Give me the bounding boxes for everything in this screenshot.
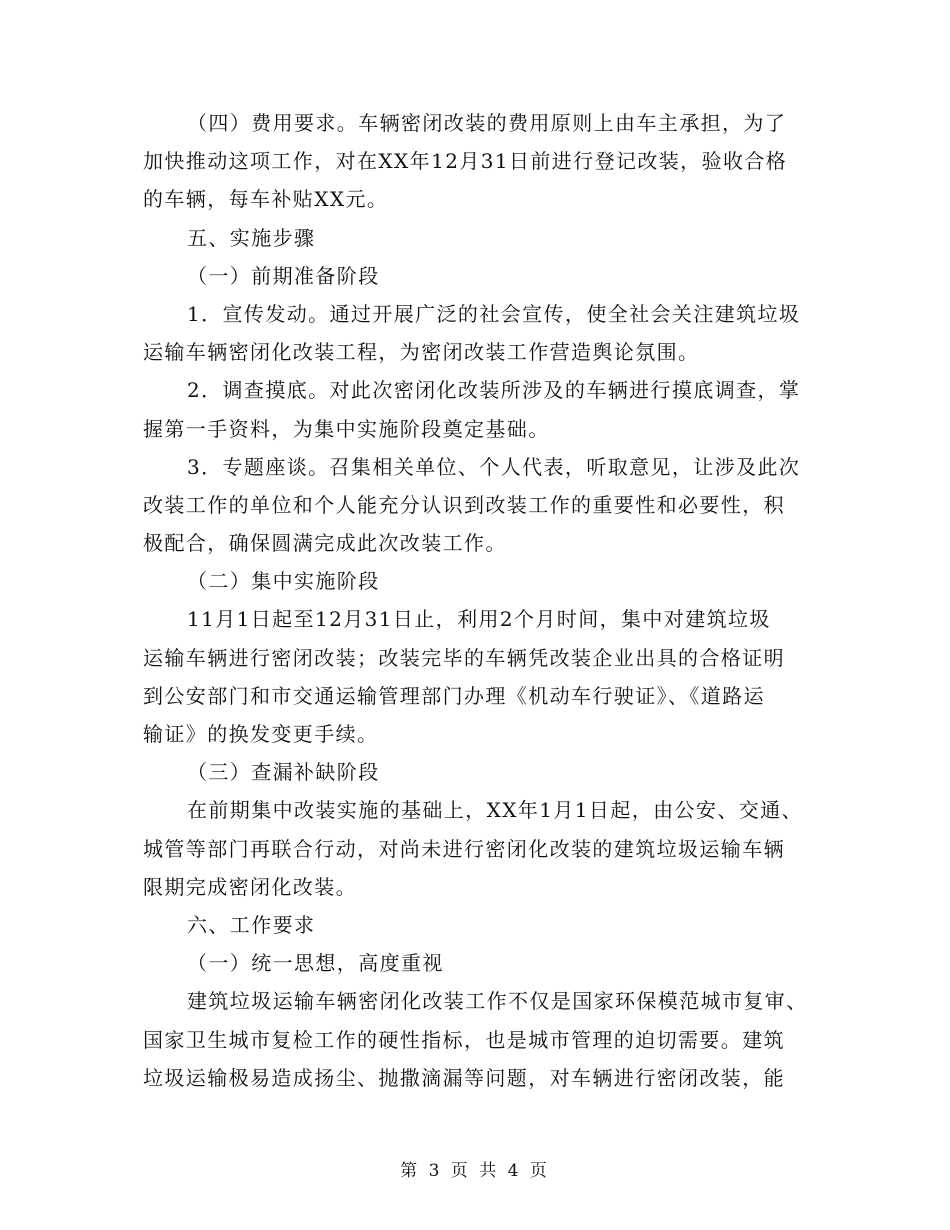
subsection-heading: （一）前期准备阶段	[187, 263, 380, 288]
text-line: 11月1日起至12月31日止，利用2个月时间，集中对建筑垃圾	[187, 607, 771, 632]
text-line: 运输车辆密闭化改装工程，为密闭改装工作营造舆论氛围。	[143, 340, 700, 365]
text-line: 限期完成密闭化改装。	[143, 874, 357, 899]
section-heading: 五、实施步骤	[187, 225, 316, 250]
text-line: 1．宣传发动。通过开展广泛的社会宣传，使全社会关注建筑垃圾	[187, 301, 801, 326]
text-line: 握第一手资料，为集中实施阶段奠定基础。	[143, 416, 550, 441]
text-line: 的车辆，每车补贴XX元。	[143, 187, 389, 212]
text-line: 建筑垃圾运输车辆密闭化改装工作不仅是国家环保模范城市复审、	[187, 989, 808, 1014]
subsection-heading: （三）查漏补缺阶段	[187, 760, 380, 785]
text-line: 垃圾运输极易造成扬尘、抛撒滴漏等问题，对车辆进行密闭改装，能	[143, 1065, 785, 1090]
subsection-heading: （二）集中实施阶段	[187, 569, 380, 594]
text-line: 国家卫生城市复检工作的硬性指标，也是城市管理的迫切需要。建筑	[143, 1027, 785, 1052]
subsection-heading: （一）统一思想，高度重视	[187, 951, 444, 976]
text-line: 加快推动这项工作，对在XX年12月31日前进行登记改装，验收合格	[143, 149, 788, 174]
text-line: 在前期集中改装实施的基础上，XX年1月1日起，由公安、交通、	[187, 798, 803, 823]
text-line: 极配合，确保圆满完成此次改装工作。	[143, 531, 507, 556]
text-line: 城管等部门再联合行动，对尚未进行密闭化改装的建筑垃圾运输车辆	[143, 836, 785, 861]
text-line: 3．专题座谈。召集相关单位、个人代表，听取意见，让涉及此次	[187, 454, 801, 479]
text-line: 到公安部门和市交通运输管理部门办理《机动车行驶证》、《道路运	[143, 683, 765, 708]
text-line: 输证》的换发变更手续。	[143, 722, 379, 746]
body-text	[143, 104, 813, 1097]
text-line: 2．调查摸底。对此次密闭化改装所涉及的车辆进行摸底调查，掌	[187, 378, 801, 403]
text-line: 改装工作的单位和个人能充分认识到改装工作的重要性和必要性，积	[143, 492, 785, 517]
page-number-footer: 第 3 页 共 4 页	[400, 1161, 550, 1181]
section-heading: 六、工作要求	[187, 912, 316, 937]
text-line: 运输车辆进行密闭改装；改装完毕的车辆凭改装企业出具的合格证明	[143, 645, 785, 670]
text-line: （四）费用要求。车辆密闭改装的费用原则上由车主承担，为了	[187, 111, 787, 135]
